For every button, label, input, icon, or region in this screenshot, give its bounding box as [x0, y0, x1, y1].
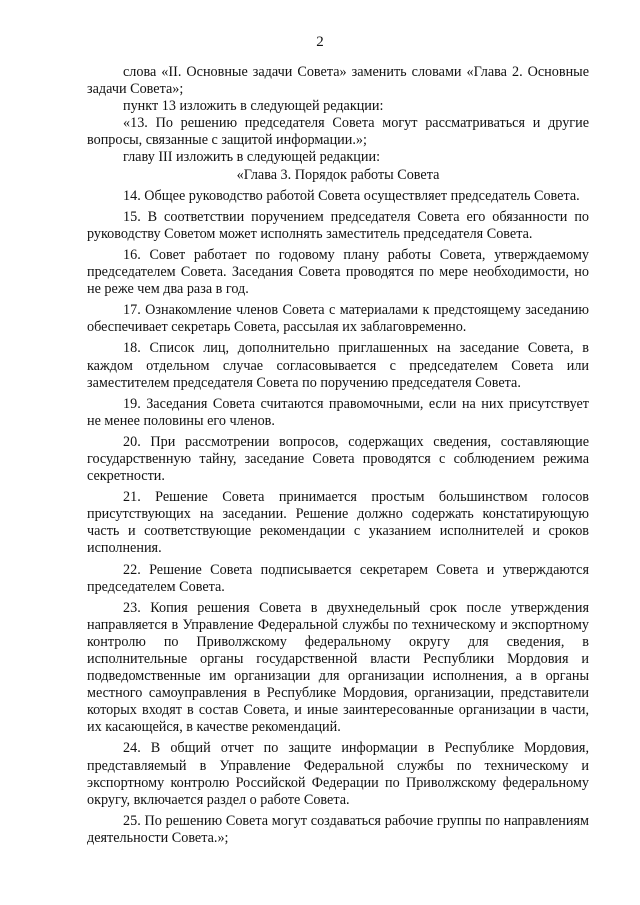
paragraph-item-24: 24. В общий отчет по защите информации в Республике Мордовия, представляемый в Управление Федеральной службы по техническому и экспортному контролю Российской Федерации по Приволжскому федеральному округу, включается раздел о работе Совета.	[87, 740, 589, 808]
paragraph-item-13-intro: пункт 13 изложить в следующей редакции:	[123, 98, 384, 115]
paragraph-item-22: 22. Решение Совета подписывается секретарем Совета и утверждаются председателем Совета.	[87, 561, 589, 595]
paragraph-item-20: 20. При рассмотрении вопросов, содержащих сведения, составляющие государственную тайну, заседание Совета проводятся с соблюдением режима секретности.	[87, 433, 589, 485]
paragraph-item-25: 25. По решению Совета могут создаваться рабочие группы по направлениям деятельности Совета.»;	[87, 812, 589, 846]
page-number: 2	[316, 34, 324, 50]
paragraph-item-18: 18. Список лиц, дополнительно приглашенных на заседание Совета, в каждом отдельном случае согласовывается с председателем Совета или заместителем председателя Совета по поручению председателя Совета.	[87, 340, 589, 391]
paragraph-item-19: 19. Заседания Совета считаются правомочными, если на них присутствует не менее половины его членов.	[87, 395, 589, 429]
paragraph-item-15: 15. В соответствии поручением председателя Совета его обязанности по руководству Советом может исполнять заместитель председателя Совета.	[87, 208, 589, 242]
paragraph-chapter-3-intro: главу III изложить в следующей редакции:	[123, 149, 381, 166]
paragraph-item-16: 16. Совет работает по годовому плану работы Совета, утверждаемому председателем Совета. Заседания Совета проводятся по мере необходимости, но не реже чем два раза в год.	[87, 246, 589, 298]
paragraph-rename-chapter-2: слова «II. Основные задачи Совета» заменить словами «Глава 2. Основные задачи Совета»;	[87, 64, 589, 98]
paragraph-item-21: 21. Решение Совета принимается простым большинством голосов присутствующих на заседании. Решение должно содержать констатирующую часть и соответствующие рекомендации с указанием исполнителей и сроков исполнения.	[87, 489, 589, 557]
paragraph-item-17: 17. Ознакомление членов Совета с материалами к предстоящему заседанию обеспечивает секретарь Совета, рассылая их заблаговременно.	[87, 302, 589, 336]
paragraph-item-14: 14. Общее руководство работой Совета осуществляет председатель Совета.	[123, 187, 580, 204]
paragraph-item-13: «13. По решению председателя Совета могут рассматриваться и другие вопросы, связанные с защитой информации.»;	[87, 115, 589, 149]
chapter-3-heading: «Глава 3. Порядок работы Совета	[236, 166, 440, 183]
document-body	[87, 64, 589, 847]
paragraph-item-23: 23. Копия решения Совета в двухнедельный срок после утверждения направляется в Управление Федеральной службы по техническому и экспортному контролю по Приволжскому федеральному округу для сведения, в исполнительные органы государственной власти Республики Мордовия и подведомственные им организации для организации исполнения, а в органы местного самоуправления в Республике Мордовия, организации, представители которых входят в состав Совета, и иные заинтересованные организации в части, их касающейся, в качестве рекомендаций.	[87, 599, 589, 736]
